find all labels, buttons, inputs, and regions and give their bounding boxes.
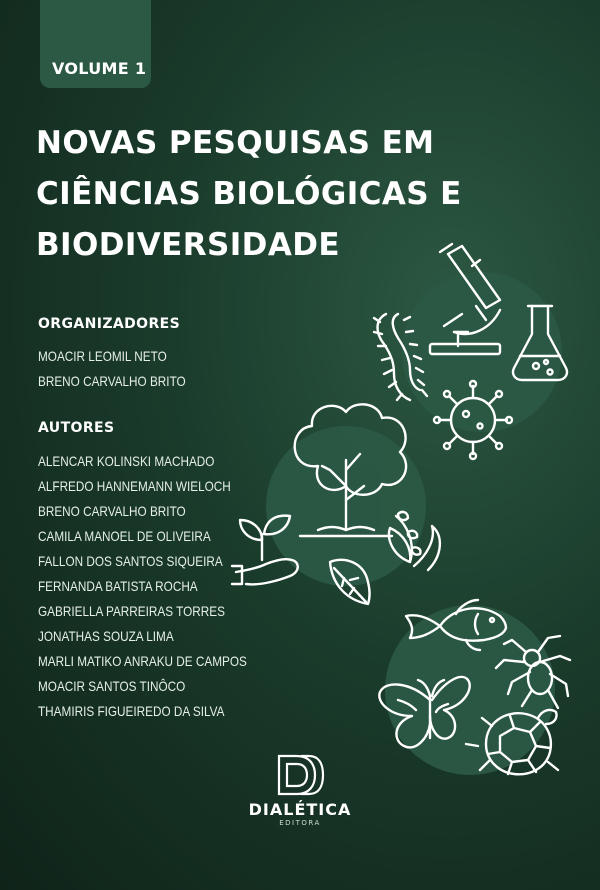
title-line-2: CIÊNCIAS BIOLÓGICAS E [36,176,462,212]
author-name: BRENO CARVALHO BRITO [38,503,186,519]
title-line-1: NOVAS PESQUISAS EM [36,125,435,161]
publisher-subtitle: EDITORA [279,819,321,827]
author-name: THAMIRIS FIGUEIREDO DA SILVA [38,703,225,719]
volume-label: VOLUME 1 [52,59,147,78]
circle-backdrop-lab [402,272,562,432]
author-name: MOACIR SANTOS TINÔCO [38,678,186,694]
authors-heading: AUTORES [38,420,115,436]
organizer-name: MOACIR LEOMIL NETO [38,348,167,364]
author-name: FERNANDA BATISTA ROCHA [38,578,198,594]
title-line-3: BIODIVERSIDADE [36,227,340,263]
author-name: MARLI MATIKO ANRAKU DE CAMPOS [38,653,247,669]
author-name: CAMILA MANOEL DE OLIVEIRA [38,528,211,544]
organizer-name: BRENO CARVALHO BRITO [38,373,186,389]
author-name: FALLON DOS SANTOS SIQUEIRA [38,553,223,569]
author-name: JONATHAS SOUZA LIMA [38,628,174,644]
publisher-name: DIALÉTICA [248,800,352,819]
author-name: GABRIELLA PARREIRAS TORRES [38,603,225,619]
author-name: ALENCAR KOLINSKI MACHADO [38,453,215,469]
publisher-mark-icon [275,752,325,798]
publisher-logo [235,752,365,827]
author-name: ALFREDO HANNEMANN WIELOCH [38,478,231,494]
organizers-heading: ORGANIZADORES [38,316,181,332]
